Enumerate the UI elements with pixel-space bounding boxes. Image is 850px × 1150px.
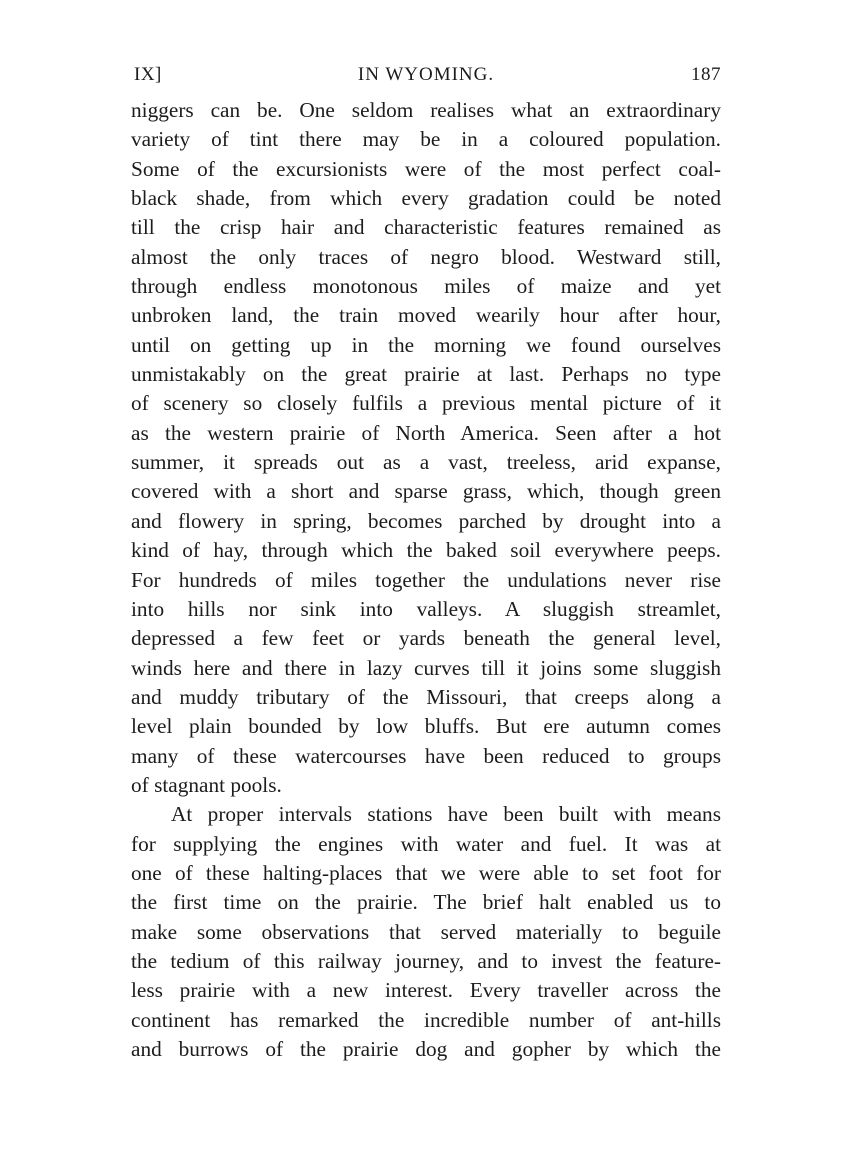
text-line: winds here and there in lazy curves till it joins some sluggish (131, 655, 721, 680)
text-line: continent has remarked the incredible number of ant-hills (131, 1007, 721, 1032)
book-page (131, 60, 721, 1064)
text-line: At proper intervals stations have been built with means (171, 802, 721, 827)
paragraph (131, 96, 721, 800)
text-line: until on getting up in the morning we found ourselves (131, 332, 721, 357)
chapter-title: IN WYOMING. (357, 64, 495, 85)
text-line: depressed a few feet or yards beneath the general level, (131, 626, 721, 651)
text-line: unbroken land, the train moved wearily hour after hour, (131, 303, 721, 328)
text-line: of stagnant pools. (131, 772, 282, 797)
text-line: kind of hay, through which the baked soil everywhere peeps. (131, 538, 721, 563)
text-line: almost the only traces of negro blood. Westward still, (131, 244, 721, 269)
text-line: summer, it spreads out as a vast, treeless, arid expanse, (131, 450, 721, 475)
body-text (131, 96, 721, 1064)
text-line: covered with a short and sparse grass, which, though green (131, 479, 721, 504)
text-line: niggers can be. One seldom realises what an extraordinary (131, 98, 721, 122)
text-line: level plain bounded by low bluffs. But ere autumn comes (131, 714, 721, 739)
text-line: for supplying the engines with water and fuel. It was at (131, 831, 721, 856)
text-line: black shade, from which every gradation could be noted (131, 186, 721, 211)
text-line: into hills nor sink into valleys. A sluggish streamlet, (131, 596, 721, 621)
text-line: Some of the excursionists were of the most perfect coal- (131, 156, 721, 181)
text-line: less prairie with a new interest. Every traveller across the (131, 978, 721, 1003)
text-line: of scenery so closely fulfils a previous mental picture of it (131, 391, 721, 416)
text-line: and burrows of the prairie dog and gopher by which the (131, 1037, 721, 1061)
text-line: and flowery in spring, becomes parched by drought into a (131, 508, 721, 533)
text-line: variety of tint there may be in a coloured population. (131, 127, 721, 152)
running-header (131, 60, 721, 96)
text-line: through endless monotonous miles of maize and yet (131, 274, 721, 299)
text-line: one of these halting-places that we were able to set foot for (131, 860, 721, 885)
chapter-number: IX] (134, 64, 162, 85)
text-line: till the crisp hair and characteristic features remained as (131, 215, 721, 240)
text-line: unmistakably on the great prairie at last. Perhaps no type (131, 362, 721, 387)
text-line: For hundreds of miles together the undulations never rise (131, 567, 721, 592)
text-line: and muddy tributary of the Missouri, that creeps along a (131, 684, 721, 709)
text-line: the tedium of this railway journey, and to invest the feature- (131, 948, 721, 973)
text-line: the first time on the prairie. The brief halt enabled us to (131, 890, 721, 915)
text-line: many of these watercourses have been reduced to groups (131, 743, 721, 768)
page-number: 187 (691, 64, 721, 85)
text-line: as the western prairie of North America. Seen after a hot (131, 420, 721, 445)
paragraph (131, 800, 721, 1064)
text-line: make some observations that served materially to beguile (131, 919, 721, 944)
